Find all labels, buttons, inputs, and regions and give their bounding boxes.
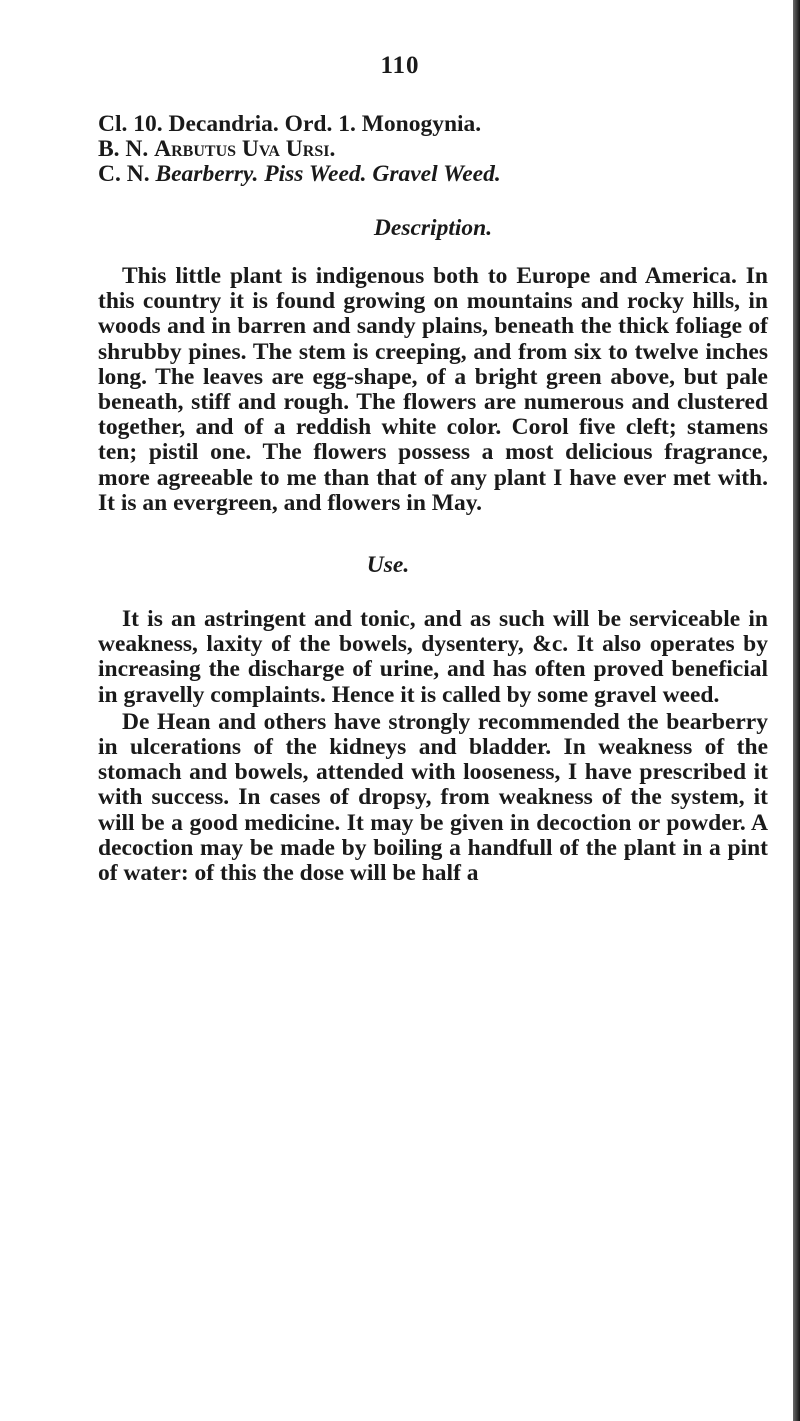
classification-line: Cl. 10. Decandria. Ord. 1. Monogynia.	[98, 111, 482, 137]
botanical-name-prefix: B. N.	[98, 136, 149, 162]
use-paragraph-1: It is an astringent and tonic, and as such will be serviceable in weakness, laxity of the bowels, dysentery, &c. It also operates by increasing the discharge of urine, and has often proved beneficial in gravelly complaints. Hence it is called by some gravel weed.	[98, 606, 768, 708]
description-paragraph: This little plant is indigenous both to Europe and America. In this country it is found growing on mountains and rocky hills, in woods and in barren and sandy plains, beneath the thick foliage of shrubby pines. The stem is creeping, and from six to twelve inches long. The leaves are egg-shape, of a bright green above, but pale beneath, stiff and rough. The flowers are numerous and clustered together, and of a reddish white color. Corol five cleft; stamens ten; pistil one. The flowers possess a most delicious fragrance, more agreeable to me than that of any plant I have ever met with. It is an evergreen, and flowers in May.	[98, 263, 768, 516]
page-text	[98, 112, 768, 886]
page-edge-shadow	[793, 0, 800, 1421]
page-number: 110	[380, 52, 420, 79]
common-names-prefix: C. N.	[98, 161, 150, 187]
common-names-line	[98, 162, 768, 187]
use-heading: Use.	[366, 552, 410, 579]
botanical-name: Arbutus Uva Ursi.	[154, 136, 336, 162]
botanical-name-line	[98, 137, 768, 162]
use-paragraph-2: De Hean and others have strongly recommended the bearberry in ulcerations of the kidneys and bladder. In weakness of the stomach and bowels, attended with looseness, I have prescribed it with success. In cases of dropsy, from weakness of the system, it will be a good medicine. It may be given in decoction or powder. A decoction may be made by boiling a handfull of the plant in a pint of water: of this the dose will be half a	[98, 708, 768, 887]
description-heading: Description.	[373, 215, 493, 241]
common-names: Bearberry. Piss Weed. Gravel Weed.	[155, 161, 501, 187]
